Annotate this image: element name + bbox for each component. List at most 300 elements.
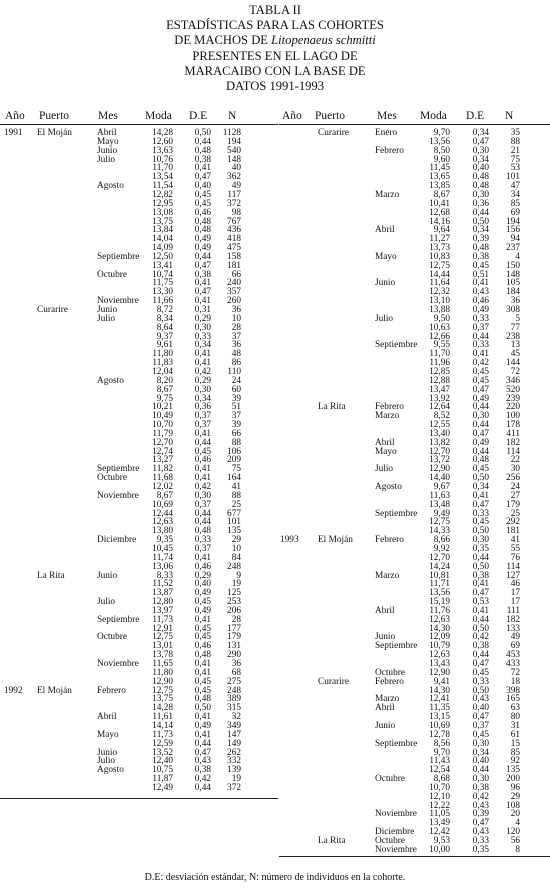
n-cell: 308 — [506, 305, 520, 315]
de-cell: 0,44 — [194, 738, 211, 749]
n-cell: 248 — [227, 561, 241, 572]
n-cell: 34 — [510, 189, 520, 200]
n-cell: 5 — [515, 313, 520, 324]
title-line-5: MARACAIBO CON LA BASE DE — [184, 63, 366, 78]
header-puerto: Puerto — [315, 110, 346, 122]
month-cell: Abril — [375, 703, 395, 714]
de-cell: 0,42 — [194, 482, 211, 492]
de-cell: 0,46 — [194, 561, 211, 572]
n-cell: 436 — [227, 225, 241, 236]
de-cell: 0,34 — [472, 482, 489, 492]
moda-cell: 12,70 — [152, 437, 173, 448]
moda-cell: 12,90 — [429, 464, 450, 475]
moda-cell: 12,59 — [152, 738, 173, 749]
moda-cell: 14,14 — [152, 720, 173, 731]
moda-cell: 14,24 — [429, 561, 450, 572]
n-cell: 17 — [510, 588, 520, 599]
de-cell: 0,49 — [194, 720, 211, 731]
moda-cell: 12,74 — [152, 446, 173, 457]
moda-cell: 13,40 — [429, 428, 450, 439]
n-cell: 149 — [227, 738, 241, 749]
de-cell: 0,48 — [472, 181, 489, 192]
moda-cell: 12,68 — [429, 207, 450, 218]
de-cell: 0,30 — [194, 490, 211, 501]
n-cell: 253 — [227, 597, 241, 608]
moda-cell: 8,67 — [433, 189, 450, 200]
de-cell: 0,34 — [472, 128, 489, 138]
n-cell: 101 — [506, 172, 520, 183]
n-cell: 372 — [227, 198, 241, 209]
n-cell: 25 — [231, 499, 241, 510]
moda-cell: 11,27 — [429, 234, 450, 245]
header-mes: Mes — [377, 110, 397, 122]
n-cell: 111 — [506, 605, 520, 616]
de-cell: 0,41 — [194, 552, 211, 563]
port-cell: La Rita — [318, 836, 346, 846]
moda-cell: 13,75 — [152, 694, 173, 705]
n-cell: 31 — [510, 720, 520, 731]
de-cell: 0,45 — [472, 260, 489, 271]
de-cell: 0,41 — [194, 464, 211, 475]
n-cell: 88 — [231, 490, 241, 501]
moda-cell: 11,87 — [152, 774, 173, 785]
moda-cell: 14,28 — [152, 128, 173, 138]
moda-cell: 9,35 — [156, 535, 173, 546]
moda-cell: 14,28 — [152, 703, 173, 714]
n-cell: 194 — [506, 216, 520, 227]
month-cell: Noviembre — [97, 659, 139, 669]
n-cell: 66 — [231, 269, 241, 280]
month-cell: Agosto — [375, 482, 402, 492]
moda-cell: 12,78 — [429, 729, 450, 740]
n-cell: 51 — [231, 402, 241, 413]
de-cell: 0,49 — [194, 243, 211, 254]
de-cell: 0,49 — [194, 588, 211, 599]
de-cell: 0,43 — [194, 756, 211, 767]
de-cell: 0,34 — [472, 225, 489, 236]
n-cell: 292 — [506, 517, 520, 528]
n-cell: 53 — [510, 163, 520, 174]
moda-cell: 13,15 — [429, 712, 450, 723]
de-cell: 0,41 — [194, 667, 211, 678]
month-cell: Febrero — [375, 145, 404, 156]
moda-cell: 12,64 — [429, 402, 450, 413]
de-cell: 0,31 — [194, 305, 211, 315]
moda-cell: 11,82 — [152, 464, 173, 475]
moda-cell: 14,16 — [429, 216, 450, 227]
de-cell: 0,45 — [472, 464, 489, 475]
moda-cell: 12,70 — [429, 552, 450, 563]
de-cell: 0,40 — [472, 703, 489, 714]
month-cell: Abril — [375, 605, 395, 616]
moda-cell: 8,67 — [156, 384, 173, 395]
de-cell: 0,44 — [194, 437, 211, 448]
n-cell: 84 — [231, 552, 241, 563]
de-cell: 0,47 — [194, 747, 211, 758]
moda-cell: 9,49 — [433, 508, 450, 519]
moda-cell: 14,44 — [429, 269, 450, 280]
de-cell: 0,42 — [472, 358, 489, 369]
port-cell: El Moján — [37, 685, 72, 696]
de-cell: 0,33 — [472, 340, 489, 351]
n-cell: 540 — [227, 145, 241, 156]
n-cell: 418 — [227, 234, 241, 245]
month-cell: Diciembre — [375, 827, 415, 838]
n-cell: 15 — [510, 738, 520, 749]
moda-cell: 12,44 — [152, 508, 173, 519]
month-cell: Noviembre — [97, 490, 139, 501]
de-cell: 0,37 — [472, 322, 489, 333]
moda-cell: 11,75 — [152, 278, 173, 289]
n-cell: 362 — [227, 172, 241, 183]
n-cell: 49 — [510, 632, 520, 643]
moda-cell: 13,97 — [152, 605, 173, 616]
de-cell: 0,33 — [472, 836, 489, 846]
de-cell: 0,34 — [194, 340, 211, 351]
moda-cell: 8,72 — [156, 305, 173, 315]
moda-cell: 10,21 — [152, 402, 173, 413]
n-cell: 238 — [506, 331, 520, 342]
n-cell: 47 — [510, 181, 520, 192]
n-cell: 30 — [510, 464, 520, 475]
de-cell: 0,47 — [472, 659, 489, 669]
month-cell: Octubre — [375, 774, 405, 785]
moda-cell: 11,70 — [152, 163, 173, 174]
de-cell: 0,34 — [194, 393, 211, 404]
month-cell: Marzo — [375, 570, 400, 581]
moda-cell: 9,50 — [433, 313, 450, 324]
n-cell: 20 — [510, 809, 520, 820]
de-cell: 0,47 — [472, 588, 489, 599]
de-cell: 0,47 — [472, 428, 489, 439]
n-cell: 120 — [506, 827, 520, 838]
de-cell: 0,50 — [472, 526, 489, 537]
month-cell: Julio — [375, 464, 394, 475]
de-cell: 0,50 — [194, 128, 211, 138]
n-cell: 256 — [506, 473, 520, 484]
de-cell: 0,41 — [472, 579, 489, 590]
n-cell: 181 — [227, 260, 241, 271]
moda-cell: 13,01 — [152, 641, 173, 652]
moda-cell: 10,74 — [152, 269, 173, 280]
n-cell: 24 — [231, 375, 241, 386]
n-cell: 88 — [231, 437, 241, 448]
moda-cell: 13,84 — [152, 225, 173, 236]
moda-cell: 10,00 — [429, 844, 450, 855]
n-cell: 88 — [510, 136, 520, 147]
de-cell: 0,41 — [194, 349, 211, 360]
month-cell: Enero — [375, 128, 398, 138]
n-cell: 56 — [510, 836, 520, 846]
moda-cell: 13,82 — [429, 437, 450, 448]
n-cell: 131 — [227, 641, 241, 652]
de-cell: 0,45 — [472, 517, 489, 528]
moda-cell: 14,30 — [429, 623, 450, 634]
moda-cell: 8,33 — [156, 570, 173, 581]
de-cell: 0,47 — [194, 172, 211, 183]
n-cell: 105 — [506, 278, 520, 289]
de-cell: 0,29 — [194, 375, 211, 386]
moda-cell: 11,73 — [152, 614, 173, 625]
n-cell: 178 — [506, 420, 520, 431]
month-cell: Septiembre — [375, 641, 418, 652]
de-cell: 0,42 — [194, 366, 211, 377]
moda-cell: 13,78 — [152, 650, 173, 661]
de-cell: 0,33 — [194, 535, 211, 546]
moda-cell: 11,65 — [152, 659, 173, 669]
de-cell: 0,48 — [472, 455, 489, 466]
moda-cell: 8,68 — [433, 774, 450, 785]
header-moda: Moda — [145, 110, 172, 122]
n-cell: 372 — [227, 782, 241, 793]
de-cell: 0,30 — [472, 738, 489, 749]
de-cell: 0,45 — [472, 366, 489, 377]
month-cell: Junio — [375, 278, 396, 289]
moda-cell: 12,10 — [429, 791, 450, 802]
n-cell: 29 — [231, 535, 241, 546]
moda-cell: 13,27 — [152, 455, 173, 466]
de-cell: 0,40 — [194, 181, 211, 192]
month-cell: Octubre — [375, 667, 405, 678]
moda-cell: 11,66 — [152, 296, 173, 307]
de-cell: 0,41 — [194, 712, 211, 723]
month-cell: Julio — [97, 154, 116, 165]
de-cell: 0,37 — [194, 411, 211, 422]
moda-cell: 10,76 — [152, 154, 173, 165]
n-cell: 182 — [506, 614, 520, 625]
moda-cell: 12,75 — [152, 632, 173, 643]
n-cell: 66 — [231, 428, 241, 439]
n-cell: 209 — [227, 455, 241, 466]
n-cell: 767 — [227, 216, 241, 227]
month-cell: Abril — [375, 225, 395, 236]
moda-cell: 8,64 — [156, 322, 173, 333]
n-cell: 39 — [231, 393, 241, 404]
n-cell: 94 — [510, 234, 520, 245]
n-cell: 13 — [510, 340, 520, 351]
n-cell: 92 — [510, 756, 520, 767]
n-cell: 28 — [231, 614, 241, 625]
port-cell: El Moján — [37, 128, 72, 138]
n-cell: 36 — [231, 340, 241, 351]
moda-cell: 14,09 — [152, 243, 173, 254]
n-cell: 158 — [227, 251, 241, 262]
month-cell: Julio — [375, 313, 394, 324]
moda-cell: 11,83 — [152, 358, 173, 369]
month-cell: Mayo — [375, 251, 397, 262]
moda-cell: 10,81 — [429, 570, 450, 581]
n-cell: 28 — [231, 322, 241, 333]
de-cell: 0,30 — [194, 322, 211, 333]
moda-cell: 13,43 — [429, 659, 450, 669]
month-cell: Septiembre — [97, 614, 140, 625]
n-cell: 22 — [510, 455, 520, 466]
de-cell: 0,48 — [472, 243, 489, 254]
month-cell: Septiembre — [375, 738, 418, 749]
moda-cell: 11,71 — [429, 579, 450, 590]
month-cell: Abril — [97, 128, 117, 138]
moda-cell: 12,91 — [152, 623, 173, 634]
moda-cell: 8,20 — [156, 375, 173, 386]
de-cell: 0,38 — [472, 251, 489, 262]
moda-cell: 9,61 — [156, 340, 173, 351]
moda-cell: 8,50 — [433, 145, 450, 156]
n-cell: 19 — [231, 774, 241, 785]
de-cell: 0,50 — [194, 703, 211, 714]
de-cell: 0,44 — [194, 517, 211, 528]
n-cell: 55 — [510, 543, 520, 554]
de-cell: 0,29 — [194, 313, 211, 324]
de-cell: 0,47 — [472, 712, 489, 723]
year-cell: 1993 — [280, 535, 299, 546]
de-cell: 0,36 — [194, 402, 211, 413]
n-cell: 8 — [515, 844, 520, 855]
de-cell: 0,44 — [472, 402, 489, 413]
de-cell: 0,30 — [194, 384, 211, 395]
moda-cell: 10,41 — [429, 198, 450, 209]
n-cell: 117 — [227, 189, 241, 200]
n-cell: 389 — [227, 694, 241, 705]
de-cell: 0,30 — [472, 189, 489, 200]
de-cell: 0,40 — [472, 756, 489, 767]
month-cell: Agosto — [97, 765, 124, 776]
moda-cell: 12,09 — [429, 632, 450, 643]
n-cell: 40 — [231, 163, 241, 174]
moda-cell: 13,10 — [429, 296, 450, 307]
n-cell: 148 — [227, 154, 241, 165]
de-cell: 0,41 — [194, 358, 211, 369]
de-cell: 0,37 — [194, 543, 211, 554]
n-cell: 68 — [231, 667, 241, 678]
n-cell: 520 — [506, 384, 520, 395]
de-cell: 0,41 — [194, 428, 211, 439]
moda-cell: 11,73 — [152, 729, 173, 740]
n-cell: 182 — [506, 437, 520, 448]
n-cell: 398 — [506, 685, 520, 696]
moda-cell: 14,30 — [429, 685, 450, 696]
de-cell: 0,48 — [194, 650, 211, 661]
moda-cell: 12,82 — [152, 189, 173, 200]
moda-cell: 8,34 — [156, 313, 173, 324]
de-cell: 0,41 — [194, 729, 211, 740]
moda-cell: 9,92 — [433, 543, 450, 554]
n-cell: 72 — [510, 366, 520, 377]
de-cell: 0,45 — [194, 446, 211, 457]
moda-cell: 11,45 — [429, 163, 450, 174]
title-line-2: ESTADÍSTICAS PARA LAS COHORTES — [166, 18, 384, 33]
n-cell: 260 — [227, 296, 241, 307]
port-cell: Curarire — [318, 676, 349, 687]
port-cell: La Rita — [37, 570, 65, 581]
n-cell: 29 — [510, 791, 520, 802]
n-cell: 49 — [231, 181, 241, 192]
month-cell: Noviembre — [97, 296, 139, 307]
month-cell: Mayo — [97, 136, 119, 147]
month-cell: Noviembre — [375, 844, 417, 855]
moda-cell: 12,90 — [152, 676, 173, 687]
de-cell: 0,48 — [194, 526, 211, 537]
month-cell: Mayo — [375, 446, 397, 457]
moda-cell: 11,76 — [429, 605, 450, 616]
left-table-panel — [0, 110, 278, 800]
moda-cell: 12,42 — [429, 827, 450, 838]
month-cell: Septiembre — [375, 508, 418, 519]
header-anio: Año — [282, 110, 302, 122]
n-cell: 27 — [510, 490, 520, 501]
moda-cell: 13,48 — [429, 499, 450, 510]
moda-cell: 10,83 — [429, 251, 450, 262]
header-mes: Mes — [98, 110, 118, 122]
moda-cell: 14,40 — [429, 473, 450, 484]
de-cell: 0,41 — [194, 163, 211, 174]
de-cell: 0,33 — [472, 508, 489, 519]
de-cell: 0,44 — [472, 650, 489, 661]
n-cell: 32 — [231, 712, 241, 723]
moda-cell: 13,06 — [152, 561, 173, 572]
n-cell: 36 — [231, 305, 241, 315]
de-cell: 0,50 — [472, 216, 489, 227]
de-cell: 0,41 — [472, 490, 489, 501]
moda-cell: 9,41 — [433, 676, 450, 687]
bottom-rule — [279, 856, 550, 857]
n-cell: 237 — [506, 243, 520, 254]
de-cell: 0,33 — [472, 313, 489, 324]
moda-cell: 9,60 — [433, 154, 450, 165]
month-cell: Abril — [97, 712, 117, 723]
moda-cell: 13,08 — [152, 207, 173, 218]
month-cell: Octubre — [97, 269, 127, 280]
moda-cell: 13,56 — [429, 588, 450, 599]
n-cell: 18 — [510, 676, 520, 687]
moda-cell: 13,54 — [152, 172, 173, 183]
year-cell: 1991 — [4, 128, 23, 138]
n-cell: 21 — [510, 145, 520, 156]
moda-cell: 11,43 — [429, 756, 450, 767]
moda-cell: 10,79 — [429, 641, 450, 652]
n-cell: 275 — [227, 676, 241, 687]
moda-cell: 8,56 — [433, 738, 450, 749]
de-cell: 0,41 — [472, 349, 489, 360]
moda-cell: 10,69 — [429, 720, 450, 731]
title-line-3-text: DE MACHOS DE — [174, 33, 272, 48]
de-cell: 0,46 — [194, 207, 211, 218]
de-cell: 0,37 — [472, 720, 489, 731]
moda-cell: 10,70 — [429, 782, 450, 793]
de-cell: 0,34 — [472, 747, 489, 758]
title-line-1: TABLA II — [249, 3, 301, 17]
moda-cell: 12,75 — [429, 517, 450, 528]
n-cell: 181 — [506, 526, 520, 537]
n-cell: 179 — [506, 499, 520, 510]
de-cell: 0,44 — [194, 782, 211, 793]
de-cell: 0,41 — [194, 296, 211, 307]
moda-cell: 11,61 — [152, 712, 173, 723]
de-cell: 0,45 — [472, 375, 489, 386]
moda-cell: 12,32 — [429, 287, 450, 298]
n-cell: 346 — [506, 375, 520, 386]
month-cell: Febrero — [375, 402, 404, 413]
de-cell: 0,45 — [194, 623, 211, 634]
de-cell: 0,47 — [194, 260, 211, 271]
n-cell: 332 — [227, 756, 241, 767]
header-n: N — [505, 110, 514, 122]
moda-cell: 8,67 — [156, 490, 173, 501]
moda-cell: 11,70 — [429, 349, 450, 360]
de-cell: 0,45 — [472, 667, 489, 678]
n-cell: 80 — [510, 712, 520, 723]
moda-cell: 12,04 — [152, 366, 173, 377]
de-cell: 0,33 — [194, 331, 211, 342]
